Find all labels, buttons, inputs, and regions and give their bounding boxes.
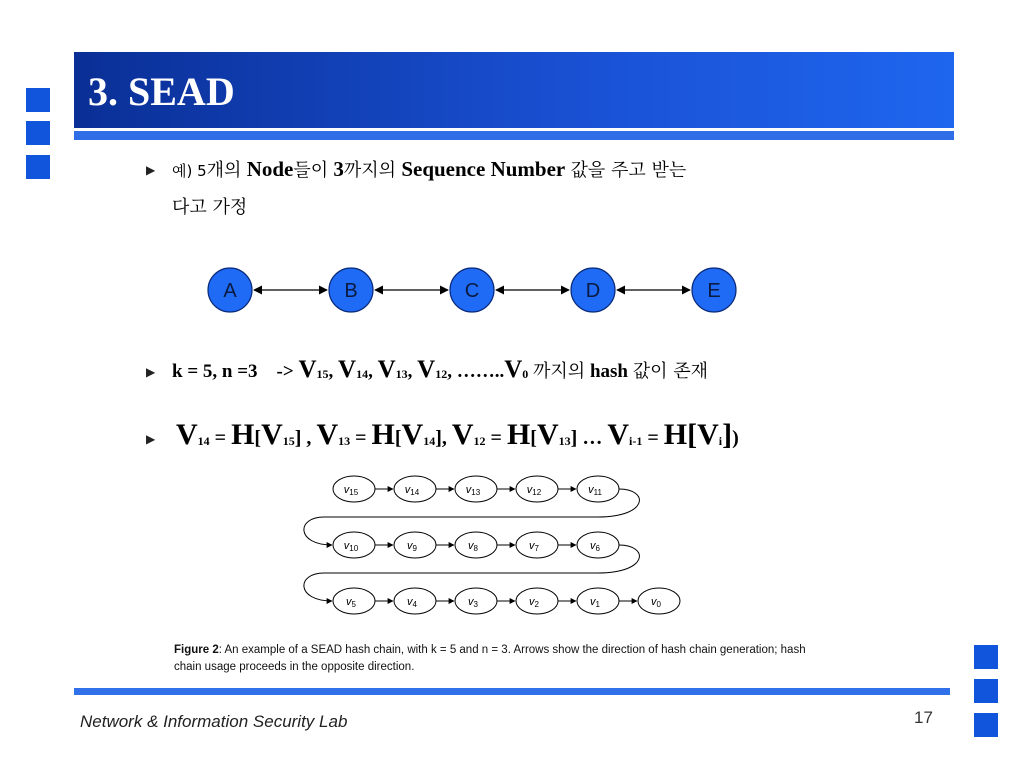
- title-underline: [74, 131, 954, 140]
- v-symbol: V: [176, 418, 198, 451]
- chain-node-label: v2: [529, 596, 539, 609]
- bullet1-text: 들이: [293, 160, 329, 181]
- chain-node-label: v13: [465, 484, 481, 497]
- v-symbol: V: [417, 356, 436, 383]
- bullet1-line2: 다고 가정: [172, 197, 248, 218]
- bullet-icon: ▶: [146, 163, 156, 177]
- node-label: C: [464, 280, 480, 302]
- slide-title: 3. SEAD: [88, 69, 235, 114]
- v-symbol: V: [536, 418, 559, 451]
- chain-node-label: v15: [343, 484, 359, 497]
- caption-label: Figure 2: [174, 644, 219, 656]
- subscript: 14: [356, 367, 369, 381]
- subscript: 12: [435, 367, 448, 381]
- chain-node-label: v4: [407, 596, 417, 609]
- bullet1-node: Node: [246, 157, 294, 181]
- chain-node-label: v6: [590, 540, 600, 553]
- deco-square-right-3: [974, 713, 998, 737]
- deco-square-right-1: [974, 645, 998, 669]
- figure-caption: [174, 642, 834, 676]
- v-symbol: V: [607, 418, 629, 451]
- bullet2-arrow: ->: [276, 361, 294, 382]
- h-symbol: H: [231, 418, 255, 451]
- bullet1-seqnum: Sequence Number: [401, 157, 566, 181]
- chain-node-label: v0: [651, 596, 661, 609]
- subscript: 14: [423, 434, 436, 448]
- node-label: A: [223, 280, 237, 302]
- v-symbol: V: [338, 356, 357, 383]
- v-symbol: V: [316, 418, 339, 451]
- v-symbol: V: [401, 418, 424, 451]
- bullet3-formula: V14 = H[V15] , V13 = H[V14], V12 = H[V13] … Vi-1 = H[Vi]): [176, 418, 739, 451]
- deco-square-left-1: [26, 88, 50, 112]
- ellipsis: , ……..: [447, 361, 505, 382]
- v-symbol: V: [298, 356, 317, 383]
- subscript: 13: [338, 434, 351, 448]
- chain-node-label: v8: [468, 540, 478, 553]
- bullet1-text: 값을 주고 받는: [570, 160, 687, 181]
- footer-rule: [74, 688, 950, 695]
- h-symbol: H: [506, 418, 531, 451]
- chain-node-label: v10: [343, 540, 359, 553]
- subscript: 13: [558, 434, 571, 448]
- bullet1-line1: [172, 156, 686, 182]
- node-label: B: [344, 280, 358, 302]
- deco-square-left-3: [26, 155, 50, 179]
- subscript: 15: [316, 367, 329, 381]
- node-label: E: [707, 280, 721, 302]
- h-symbol: H: [371, 418, 395, 451]
- page-number: 17: [914, 708, 933, 727]
- bullet2-hash: hash: [589, 361, 628, 382]
- chain-node-label: v11: [588, 484, 602, 497]
- chain-node-label: v12: [526, 484, 542, 497]
- v-symbol: V: [451, 418, 474, 451]
- chain-node-label: v7: [529, 540, 539, 553]
- subscript: i: [718, 434, 723, 448]
- bullet1-example: 예) 5: [172, 162, 207, 180]
- chain-node-label: v14: [404, 484, 420, 497]
- v-symbol: V: [697, 418, 719, 451]
- bullet2-params: k = 5, n =3: [172, 361, 258, 382]
- subscript: i-1: [628, 434, 643, 448]
- subscript: 15: [282, 434, 295, 448]
- bullet-icon: ▶: [146, 365, 156, 379]
- subscript: 13: [395, 367, 408, 381]
- bullet1-text: 개의: [206, 160, 242, 181]
- deco-square-right-2: [974, 679, 998, 703]
- bullet-icon: ▶: [146, 432, 156, 446]
- node-diagram: [190, 258, 750, 324]
- v-symbol: V: [504, 356, 523, 383]
- chain-node-label: v5: [346, 596, 356, 609]
- subscript: 0: [522, 367, 529, 381]
- node-label: D: [585, 280, 601, 302]
- bullet2-line: k = 5, n =3 -> V15, V14, V13, V12, ……..V0 까지의 hash 값이 존재: [172, 356, 708, 383]
- chain-node-label: v3: [468, 596, 478, 609]
- ellipsis: …: [582, 427, 603, 449]
- title-bar: [74, 52, 954, 128]
- bullet2-text: 값이 존재: [632, 361, 708, 382]
- subscript: 12: [473, 434, 486, 448]
- chain-node-label: v9: [407, 540, 417, 553]
- v-symbol: V: [377, 356, 396, 383]
- footer-lab-name: Network & Information Security Lab: [80, 712, 348, 731]
- subscript: 14: [197, 434, 210, 448]
- deco-square-left-2: [26, 121, 50, 145]
- bullet1-text: 까지의: [343, 160, 397, 181]
- chain-node-label: v1: [590, 596, 600, 609]
- hash-chain-diagram: [290, 468, 690, 628]
- h-symbol: H: [663, 418, 688, 451]
- bullet2-text: 까지의: [533, 361, 586, 382]
- v-symbol: V: [261, 418, 283, 451]
- bullet1-number: 3: [333, 157, 344, 181]
- caption-text: : An example of a SEAD hash chain, with k = 5 and n = 3. Arrows show the direction of hash chain generation; hash chain usage proceeds in the opposite direction.: [174, 644, 806, 673]
